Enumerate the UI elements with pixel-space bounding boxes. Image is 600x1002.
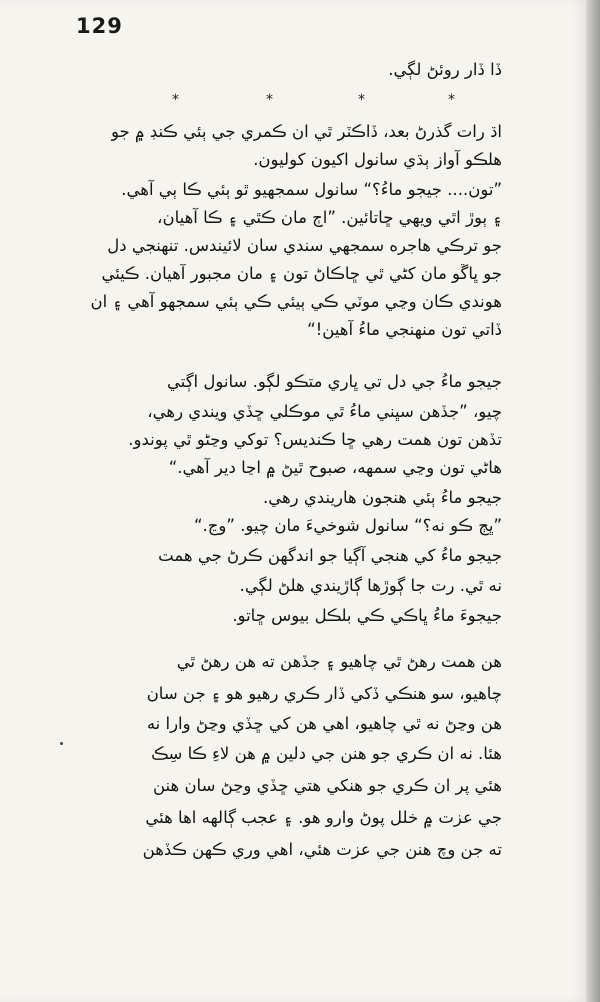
text-line: چيو، ”جڏهن سڀني ماءُ ٿي موڪلي ڇڏي ويندي رهي، <box>147 402 502 421</box>
text-line: ڏا ڏار روئڻ لڳي. <box>388 60 502 79</box>
text-line: هئي پر ان ڪري جو هنکي هتي ڇڏي وڃڻ سان هنن <box>152 776 502 795</box>
text-line: ته جن وچ هنن جي عزت هئي، اهي وري ڪهن ڪڏهن <box>142 840 502 859</box>
separator-star: * <box>448 92 455 108</box>
text-line: جيجوءَ ماءُ ڀاڪي ڪي بلڪل بيوس ڇاتو. <box>232 606 502 625</box>
text-line: نه ٿي. رت جا ڳوڙها ڳاڙيندي هلڻ لڳي. <box>239 576 502 595</box>
section-separator <box>160 90 460 110</box>
ink-speck <box>60 742 63 745</box>
text-line: هن وڃڻ نه ٿي چاهيو، اهي هن کي ڇڏي وڃڻ وارا نه <box>146 714 502 733</box>
text-line: جيجو ماءُ کي هنجي آڳيا جو اندگهن ڪرڻ جي همت <box>158 546 502 565</box>
page-spine-shadow <box>586 0 600 1002</box>
separator-star: * <box>172 92 179 108</box>
text-line: ”تون.... جيجو ماءُ؟“ سانول سمجهيو ٿو ٻئي ڪا ٻي آهي. <box>121 180 502 199</box>
separator-star: * <box>358 92 365 108</box>
page-number: 129 <box>76 14 123 38</box>
text-line: ۽ ٻوڙ اٿي ويهي ڇاتائين. ”اڄ مان ڪٿي ۽ ڪا آهيان، <box>157 208 502 227</box>
text-line: هلڪو آواز ٻڌي سانول اکيون کوليون. <box>253 150 502 169</box>
text-line: جيجو ماءُ ٻئي هنجون هاريندي رهي. <box>262 488 502 507</box>
text-line: هن همت رهڻ ٿي چاهيو ۽ جڏهن ته هن رهڻ ٿي <box>176 652 502 671</box>
text-line: جو ڀاڱو مان کڻي ٿي ڇاڪاڻ تون ۽ مان مجبور آهيان. ڪيئي <box>101 264 502 283</box>
text-line: هئا. نه ان ڪري جو هنن جي دلين ۾ هن لاءِ ڪا سِڪ <box>151 744 502 763</box>
text-line: اڌ رات گذرڻ بعد، ڏاڪٽر ٿي ان ڪمري جي ٻئي ڪنڊ ۾ جو <box>111 122 502 141</box>
text-line: جي عزت ۾ خلل پوڻ وارو هو. ۽ عجب ڳالهه اها هئي <box>145 808 502 827</box>
text-line: جيجو ماءُ جي دل تي ڀاري متڪو لڳو. سانول اڳتي <box>166 372 502 391</box>
text-line: هاڻي تون وڃي سمهه، صبوح ٿيڻ ۾ اڃا دير آهي.“ <box>168 458 502 477</box>
text-line: ”ڀڄ ڪو نه؟“ سانول شوخيءَ مان چيو. ”وڃ.“ <box>193 516 502 535</box>
text-line: هوندي ڪان وڃي موٽي ڪي ٻيئي ڪي ٻئي سمجهو آهي ۽ ان <box>90 292 502 311</box>
separator-star: * <box>266 92 273 108</box>
text-line: تڏهن تون همت رهي ڇا ڪنديس؟ توکي وڃڻو ٿي پوندو. <box>128 430 502 449</box>
text-line: جو ترڪي هاجره سمجهي سندي سان لائيندس. تنهنجي دل <box>107 236 502 255</box>
text-line: چاهيو، سو هنڪي ڏکي ڏار ڪري رهيو هو ۽ جن سان <box>146 684 502 703</box>
text-line: ڏاتي تون منهنجي ماءُ آهين!“ <box>307 320 502 339</box>
